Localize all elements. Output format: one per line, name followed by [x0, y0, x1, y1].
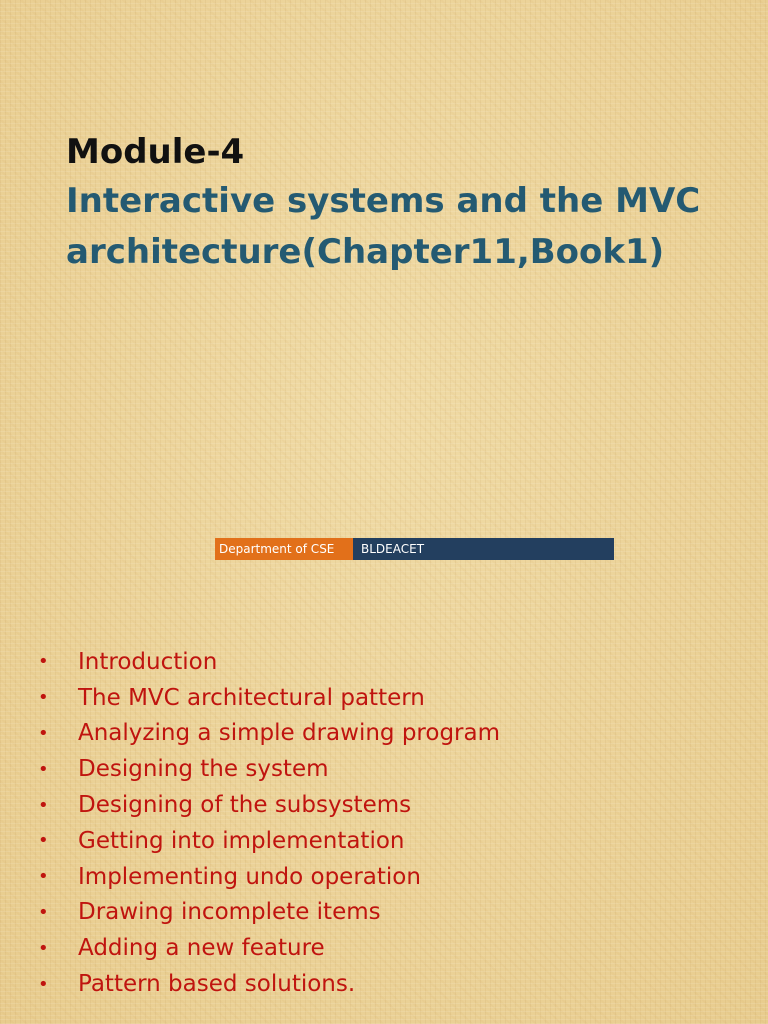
topic-item [38, 644, 500, 680]
bullet-icon: • [38, 794, 49, 816]
bullet-icon: • [38, 651, 49, 673]
topic-item [38, 859, 500, 895]
topic-label: Adding a new feature [78, 935, 325, 962]
topic-item [38, 751, 500, 787]
topic-item [38, 716, 500, 752]
bullet-icon: • [38, 937, 49, 959]
topic-label: Drawing incomplete items [78, 899, 381, 926]
topic-item [38, 823, 500, 859]
footer-institution: BLDEACET [353, 538, 614, 560]
module-title: Module-4 [66, 132, 245, 172]
topic-label: Getting into implementation [78, 827, 405, 854]
bullet-icon: • [38, 758, 49, 780]
bullet-icon: • [38, 722, 49, 744]
bullet-icon: • [38, 973, 49, 995]
topic-label: Introduction [78, 648, 218, 675]
topic-label: The MVC architectural pattern [78, 684, 425, 711]
title-block [66, 130, 746, 278]
footer-department: Department of CSE [215, 538, 353, 560]
topic-item [38, 895, 500, 931]
topic-item [38, 930, 500, 966]
footer-bar [215, 538, 614, 560]
bullet-icon: • [38, 687, 49, 709]
topic-list [38, 644, 500, 1002]
bullet-icon: • [38, 830, 49, 852]
topic-item [38, 680, 500, 716]
topic-label: Implementing undo operation [78, 863, 421, 890]
topic-label: Analyzing a simple drawing program [78, 720, 501, 747]
topic-label: Designing of the subsystems [78, 792, 412, 819]
topic-label: Pattern based solutions. [78, 971, 356, 998]
bullet-icon: • [38, 866, 49, 888]
bullet-icon: • [38, 901, 49, 923]
topic-label: Designing the system [78, 756, 329, 783]
topic-item [38, 787, 500, 823]
slide-subtitle: Interactive systems and the MVC architecture(Chapter11,Book1) [66, 181, 701, 272]
topic-item [38, 966, 500, 1002]
